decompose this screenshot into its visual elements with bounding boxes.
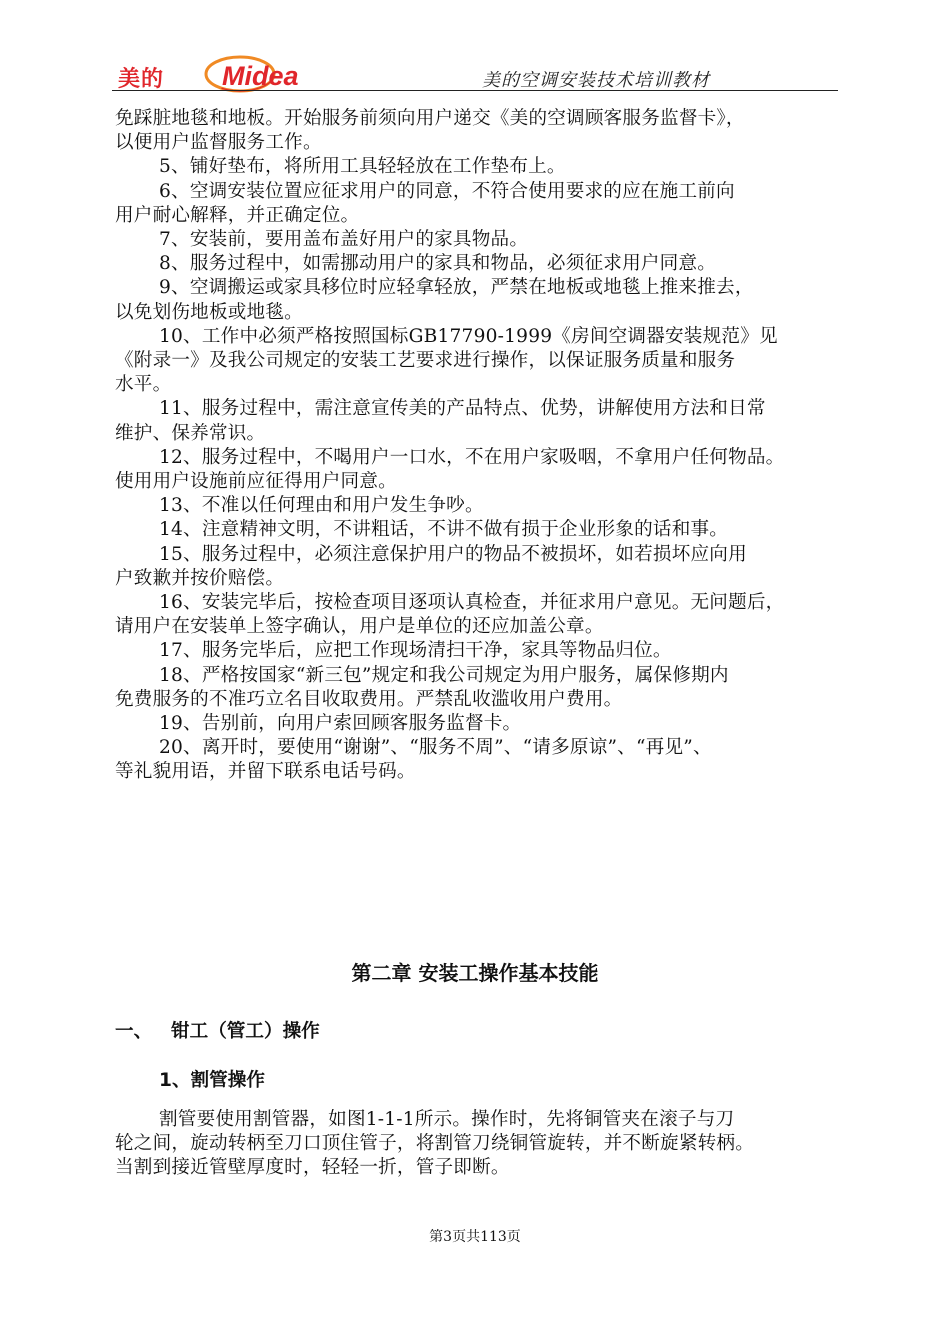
text-line: 免踩脏地毯和地板。开始服务前须向用户递交《美的空调顾客服务监督卡》， (115, 108, 745, 129)
text-line: 户致歉并按价赔偿。 (115, 567, 285, 589)
text-line: 15、服务过程中，必须注意保护用户的物品不被损坏，如若损坏应向用 (159, 543, 747, 565)
text-line: 11、服务过程中，需注意宣传美的产品特点、优势，讲解使用方法和日常 (159, 398, 766, 420)
text-line: 5、铺好垫布，将所用工具轻轻放在工作垫布上。 (159, 156, 566, 178)
text-line: 18、严格按国家“新三包”规定和我公司规定为用户服务，属保修期内 (159, 664, 729, 686)
body-text (115, 107, 840, 785)
text-line: 10、工作中必须严格按照国标GB17790-1999《房间空调器安装规范》见 (159, 325, 778, 347)
text-line: 《附录一》及我公司规定的安装工艺要求进行操作，以保证服务质量和服务 (115, 350, 736, 372)
text-line: 用户耐心解释，并正确定位。 (115, 204, 360, 226)
text-line: 以免划伤地板或地毯。 (115, 301, 303, 323)
text-line: 割管要使用割管器，如图1-1-1所示。操作时，先将铜管夹在滚子与刀 (159, 1109, 735, 1130)
chapter-heading: 第二章 安装工操作基本技能 (351, 961, 599, 985)
section-title: 钳工（管工）操作 (171, 1021, 320, 1042)
header-divider (112, 90, 838, 91)
page-header (112, 52, 838, 94)
logo-english-text: Midea (222, 61, 299, 91)
midea-logo (112, 52, 412, 94)
midea-logo-icon (200, 52, 370, 94)
text-line: 7、安装前，要用盖布盖好用户的家具物品。 (159, 229, 529, 251)
text-line: 6、空调安装位置应征求用户的同意，不符合使用要求的应在施工前向 (159, 180, 735, 202)
text-line: 免费服务的不准巧立名目收取费用。严禁乱收滥收用户费用。 (115, 688, 623, 710)
text-line: 请用户在安装单上签字确认，用户是单位的还应加盖公章。 (115, 616, 604, 638)
text-line: 8、服务过程中，如需挪动用户的家具和物品，必须征求用户同意。 (159, 253, 717, 275)
section-number: 一、 (115, 1021, 153, 1042)
text-line: 水平。 (115, 374, 172, 396)
paragraph (115, 1108, 840, 1181)
text-line: 当割到接近管壁厚度时，轻轻一折，管子即断。 (115, 1157, 510, 1179)
text-line: 9、空调搬运或家具移位时应轻拿轻放，严禁在地板或地毯上推来推去， (159, 277, 754, 299)
page-footer: 第3页共113页 (429, 1229, 521, 1245)
text-line: 14、注意精神文明，不讲粗话，不讲不做有损于企业形象的话和事。 (159, 519, 729, 541)
text-line: 等礼貌用语，并留下联系电话号码。 (115, 761, 416, 783)
text-line: 19、告别前，向用户索回顾客服务监督卡。 (159, 713, 522, 735)
section-heading (115, 1017, 320, 1043)
text-line: 12、服务过程中，不喝用户一口水，不在用户家吸咽，不拿用户任何物品。 (159, 446, 785, 468)
text-line: 以便用户监督服务工作。 (115, 132, 322, 154)
text-line: 维护、保养常识。 (115, 422, 266, 444)
document-title: 美的空调安装技术培训教材 (482, 70, 710, 91)
text-line: 17、服务完毕后，应把工作现场清扫干净，家具等物品归位。 (159, 640, 672, 662)
text-line: 轮之间，旋动转柄至刀口顶住管子，将割管刀绕铜管旋转，并不断旋紧转柄。 (115, 1133, 754, 1155)
text-line: 16、安装完毕后，按检查项目逐项认真检查，并征求用户意见。无问题后， (159, 592, 785, 614)
text-line: 13、不准以任何理由和用户发生争吵。 (159, 495, 484, 517)
logo-chinese-text: 美的 (118, 67, 165, 92)
text-line: 20、离开时，要使用“谢谢”、“服务不周”、“请多原谅”、“再见”、 (159, 737, 712, 759)
text-line: 使用用户设施前应征得用户同意。 (115, 471, 397, 493)
subsection-heading: 1、割管操作 (159, 1070, 265, 1091)
